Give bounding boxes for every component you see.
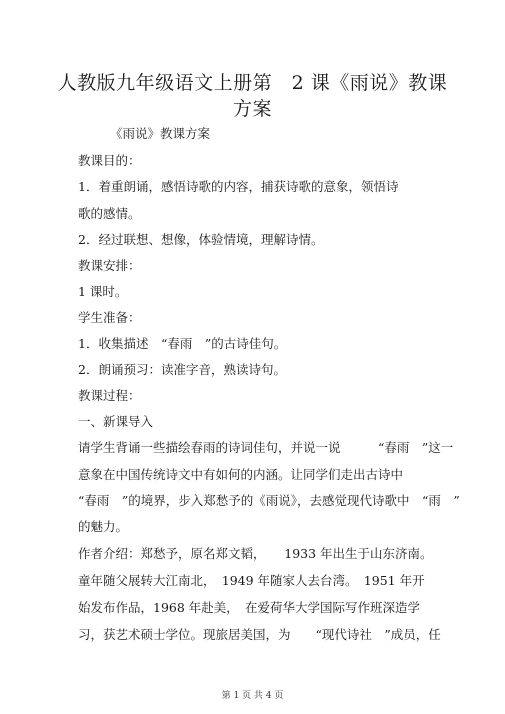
paragraph-line: 始发布作品，1968 年赴美， 在爱荷华大学国际写作班深造学 xyxy=(78,600,421,615)
section-heading-arrangement: 教课安排： xyxy=(78,258,141,273)
document-subtitle: 《雨说》教课方案 xyxy=(110,126,211,141)
paragraph-line: 作者介绍：郑愁予，原名郑文韬， 1933 年出生于山东济南。 xyxy=(78,546,433,561)
section-heading-process: 教课过程： xyxy=(78,388,141,403)
paragraph-line: 1．收集描述 “春雨 ”的古诗佳句。 xyxy=(78,336,287,351)
paragraph-line: 的魅力。 xyxy=(78,519,129,534)
paragraph-line: 1 课时。 xyxy=(78,284,128,299)
paragraph-line: 歌的感情。 xyxy=(78,206,141,221)
section-heading-objectives: 教课目的： xyxy=(78,153,141,168)
paragraph-line: 意象在中国传统诗文中有如何的内涵。让同学们走出古诗中 xyxy=(78,467,404,482)
paragraph-line: 1．着重朗诵，感悟诗歌的内容，捕获诗歌的意象，领悟诗 xyxy=(78,179,399,194)
paragraph-line: 童年随父展转大江南北， 1949 年随家人去台湾。 1951 年开 xyxy=(78,573,425,588)
paragraph-line: 2．经过联想、想像，体验情境，理解诗情。 xyxy=(78,232,324,247)
paragraph-line: 请学生背诵一些描绘春雨的诗词佳句，并说一说 “春雨 ”这一 xyxy=(78,440,454,455)
document-title-line-2: 方案 xyxy=(232,98,272,120)
paragraph-line: 习，获艺术硕士学位。现旅居美国，为 “现代诗社 ”成员，任 xyxy=(78,627,441,642)
section-heading-preparation: 学生准备： xyxy=(78,310,141,325)
page-number: 第 1 页 共 4 页 xyxy=(221,691,284,701)
document-title-line-1: 人教版九年级语文上册第 2 课《雨说》教课 xyxy=(57,72,448,94)
subsection-heading: 一、新课导入 xyxy=(78,414,154,429)
paragraph-line: “春雨 ”的境界，步入郑愁予的《雨说》，去感觉现代诗歌中 “雨 ” xyxy=(78,493,460,508)
paragraph-line: 2．朗诵预习：读准字音，熟读诗句。 xyxy=(78,362,286,377)
